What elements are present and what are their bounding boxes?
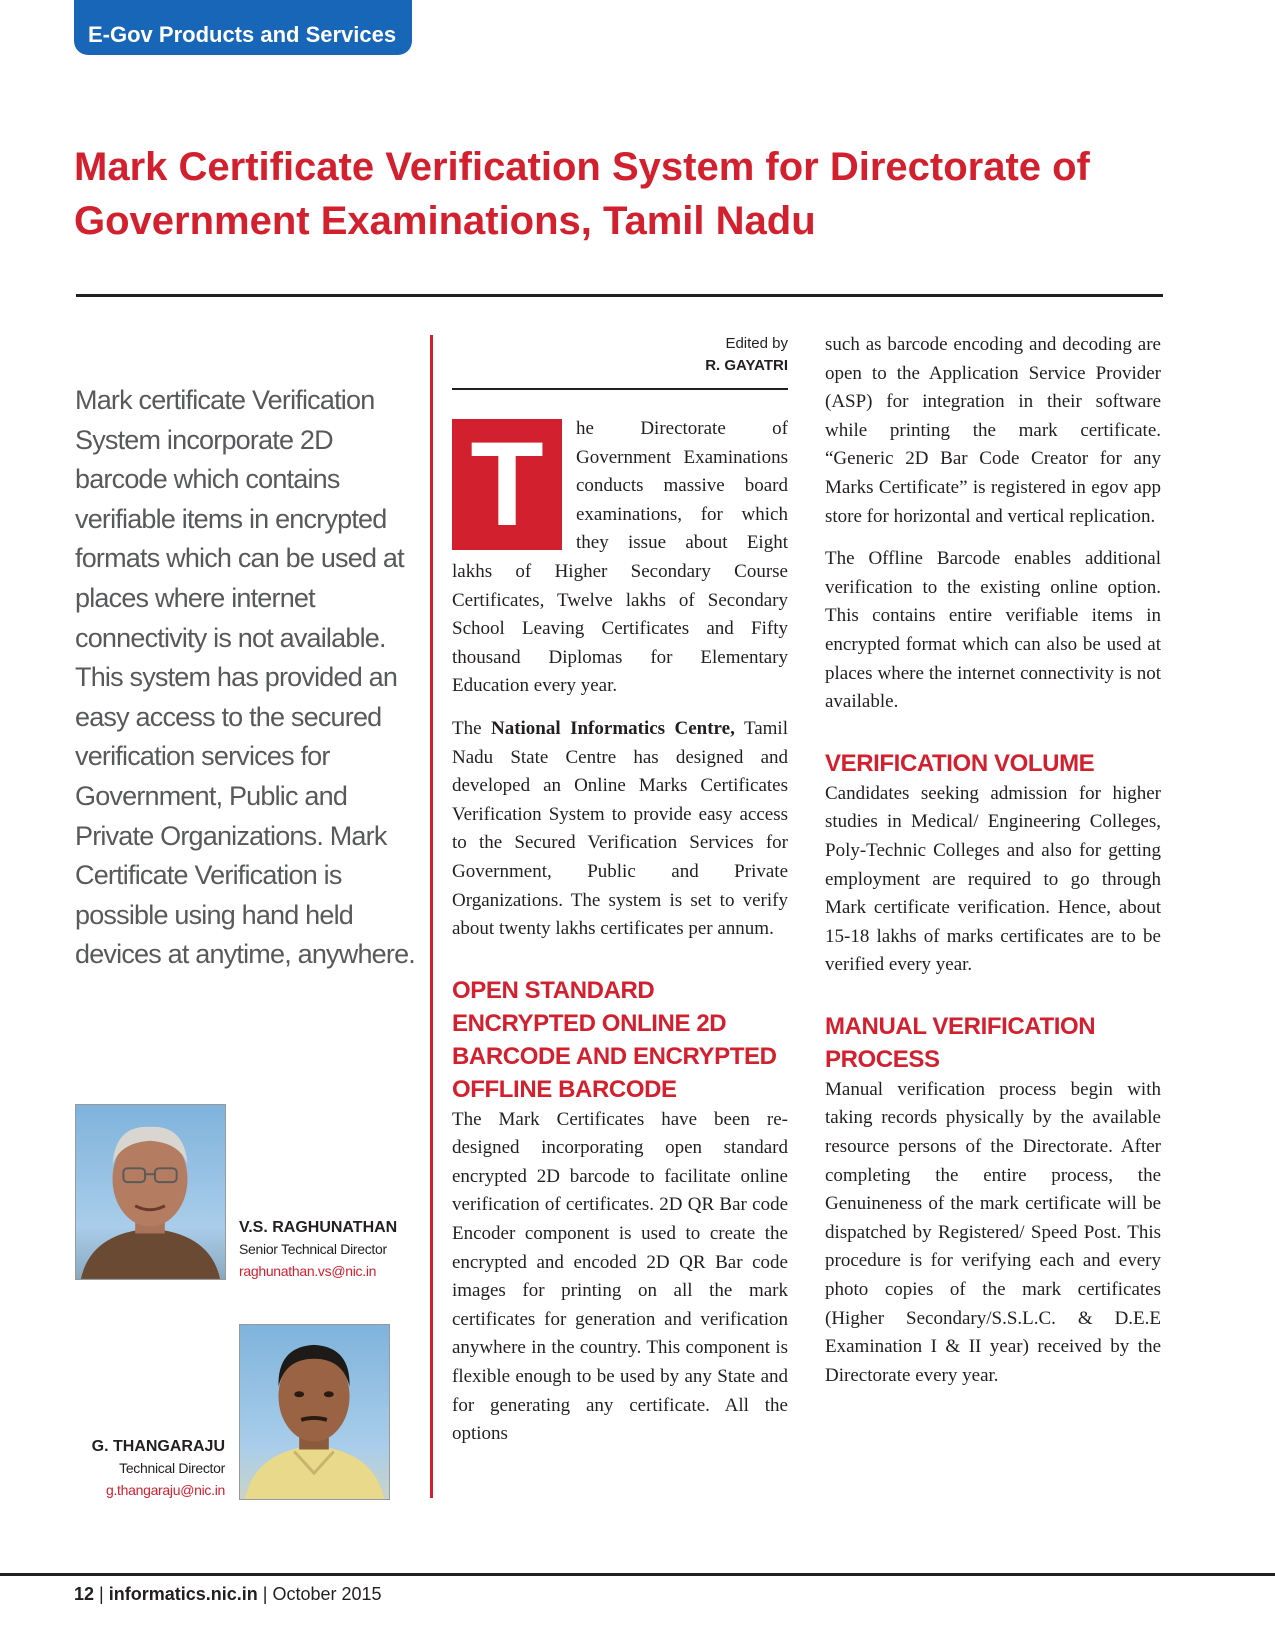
footer-separator: | (94, 1584, 109, 1604)
author-role: Senior Technical Director (239, 1241, 387, 1257)
author-email-link[interactable]: raghunathan.vs@nic.in (239, 1263, 377, 1279)
manual-paragraph: Manual verification process begin with taking records physically by the available resource persons of the Directorate. After completing the entire process, the Genuineness of the mark certificate will be dispatched by Registered/ Speed Post. This procedure is for verifying each and every photo copies of the mark certificates (Higher Secondary/S.S.L.C. & D.E.E Examination I & II year) received by the Directorate every year. (825, 1078, 1161, 1386)
article-column-middle (452, 415, 788, 1463)
article-title: Mark Certificate Verification System for Directorate of Government Examinations, Tamil Nadu (74, 145, 1090, 243)
section-heading-barcode: OPEN STANDARD ENCRYPTED ONLINE 2D BARCODE AND ENCRYPTED OFFLINE BARCODE (452, 976, 777, 1103)
section-tab: E-Gov Products and Services (74, 0, 412, 55)
barcode-paragraph-continued: such as barcode encoding and decoding are open to the Application Service Provider (ASP) for integration in their software while printing the mark certificate. “Generic 2D Bar Code Creator for any Marks Certificate” is registered in egov app store for horizontal and vertical replication. (825, 334, 1161, 527)
nic-rest: Tamil Nadu State Centre has designed and developed an Online Marks Certificates Verification System to provide easy access to the Secured Verification Services for Government, Public and Private Organizations. The system is set to verify about twenty lakhs certificates per annum. (452, 717, 788, 940)
barcode-paragraph: The Mark Certificates have been re-designed incorporating open standard encrypted 2D barcode to facilitate online verification of certificates. 2D QR Bar code Encoder component is used to create the encrypted and encoded 2D QR Bar code images for printing on all the mark certificates for generation and verification anywhere in the country. This component is flexible enough to be used by any State and for generating any certificate. All the options (452, 1108, 788, 1445)
footer-separator: | (257, 1584, 273, 1604)
section-heading-manual: MANUAL VERIFICATION PROCESS (825, 1012, 1096, 1073)
author-email-link[interactable]: g.thangaraju@nic.in (105, 1482, 225, 1498)
offline-barcode-paragraph: The Offline Barcode enables additional verification to the existing online option. This contains entire verifiable items in encrypted format which can also be used at places where the internet connectivity is not available. (825, 548, 1161, 713)
intro-text: he Directorate of Government Examinations conducts massive board examinations, for which they issue about Eight lakhs of Higher Secondary Course Certificates, Twelve lakhs of Secondary School Leaving Certificates and Fifty thousand Diplomas for Elementary Education every year. (452, 418, 788, 697)
editor-name: R. GAYATRI (705, 357, 788, 374)
author-photo-raghunathan (75, 1104, 226, 1280)
editor-label: Edited by (725, 335, 788, 352)
footer-site-link[interactable]: informatics.nic.in (108, 1584, 258, 1604)
footer-divider (0, 1573, 1275, 1576)
column-divider (430, 335, 433, 1498)
article-column-right (825, 331, 1161, 1404)
page-footer (74, 1582, 382, 1606)
author-name: G. THANGARAJU (91, 1438, 225, 1455)
author-photo-thangaraju (239, 1324, 390, 1500)
author-role: Technical Director (119, 1460, 225, 1476)
section-heading-volume: VERIFICATION VOLUME (825, 749, 1095, 777)
intro-paragraph (452, 415, 788, 701)
editor-credit (452, 333, 788, 377)
nic-paragraph (452, 715, 788, 944)
nic-bold: National Informatics Centre, (490, 717, 735, 739)
volume-paragraph: Candidates seeking admission for higher studies in Medical/ Engineering Colleges, Poly-Technic Colleges and also for getting employment are required to go through Mark certificate verification. Hence, about 15-18 lakhs of marks certificates are to be verified every year. (825, 782, 1161, 976)
page-number: 12 (74, 1584, 95, 1604)
pull-quote: Mark certificate Verification System incorporate 2D barcode which contains verifiable items in encrypted formats which can be used at places where internet connectivity is not available. This system has provided an easy access to the secured verification services for Government, Public and Private Organizations. Mark Certificate Verification is possible using hand held devices at anytime, anywhere. (75, 385, 415, 970)
author-name: V.S. RAGHUNATHAN (239, 1219, 398, 1236)
nic-lead: The (452, 717, 491, 739)
author-raghunathan (239, 1217, 397, 1282)
person-portrait-icon (76, 1105, 225, 1279)
person-portrait-icon (240, 1325, 389, 1499)
author-thangaraju (75, 1436, 225, 1501)
editor-divider (452, 388, 788, 390)
drop-cap: T (452, 419, 562, 550)
title-divider (76, 294, 1163, 297)
footer-date: October 2015 (272, 1584, 382, 1604)
